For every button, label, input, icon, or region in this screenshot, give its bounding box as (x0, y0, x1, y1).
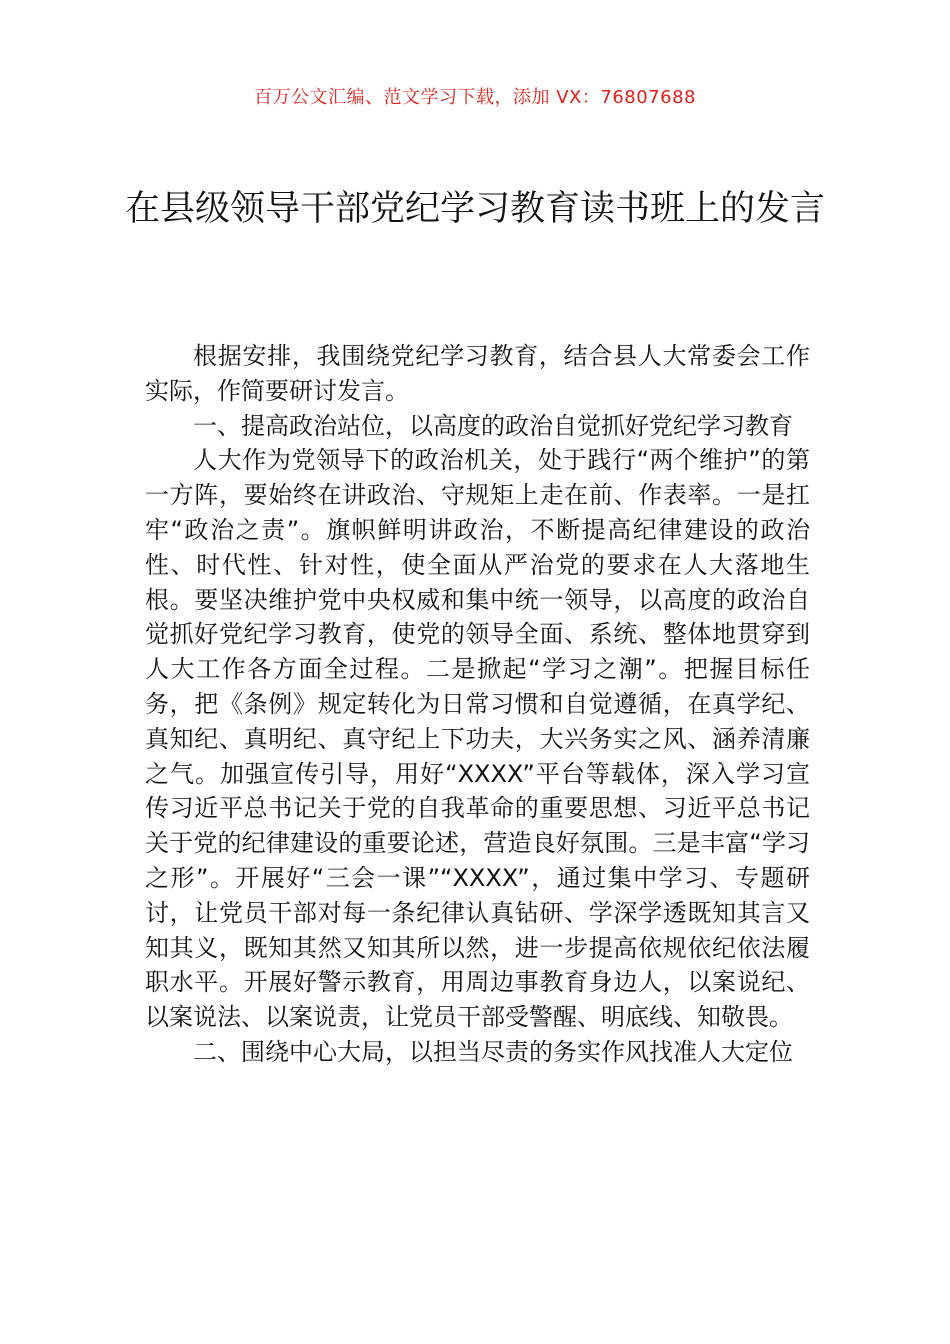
header-watermark-note: 百万公文汇编、范文学习下载，添加 VX：76807688 (254, 87, 696, 108)
section-1-paragraph: 人大作为党领导下的政治机关，处于践行“两个维护”的第一方阵，要始终在讲政治、守规矩上走在前、作表率。一是扛牢“政治之责”。旗帜鲜明讲政治，不断提高纪律建设的政治性、时代性、针对性，使全面从严治党的要求在人大落地生根。要坚决维护党中央权威和集中统一领导，以高度的政治自觉抓好党纪学习教育，使党的领导全面、系统、整体地贯穿到人大工作各方面全过程。二是掀起“学习之潮”。把握目标任务，把《条例》规定转化为日常习惯和自觉遵循，在真学纪、真知纪、真明纪、真守纪上下功夫，大兴务实之风、涵养清廉之气。加强宣传引导，用好“XXXX”平台等载体，深入学习宣传习近平总书记关于党的自我革命的重要思想、习近平总书记关于党的纪律建设的重要论述，营造良好氛围。三是丰富“学习之形”。开展好“三会一课”“XXXX”，通过集中学习、专题研讨，让党员干部对每一条纪律认真钻研、学深学透既知其言又知其义，既知其然又知其所以然，进一步提高依规依纪依法履职水平。开展好警示教育，用周边事教育身边人，以案说纪、以案说法、以案说责，让党员干部受警醒、明底线、知敬畏。 (145, 446, 810, 1032)
intro-paragraph: 根据安排，我围绕党纪学习教育，结合县人大常委会工作实际，作简要研讨发言。 (145, 342, 810, 405)
document-title: 在县级领导干部党纪学习教育读书班上的发言 (124, 189, 825, 229)
section-heading-1: 一、提高政治站位，以高度的政治自觉抓好党纪学习教育 (193, 411, 793, 440)
document-body (145, 339, 810, 1070)
section-heading-2: 二、围绕中心大局，以担当尽责的务实作风找准人大定位 (193, 1037, 793, 1066)
